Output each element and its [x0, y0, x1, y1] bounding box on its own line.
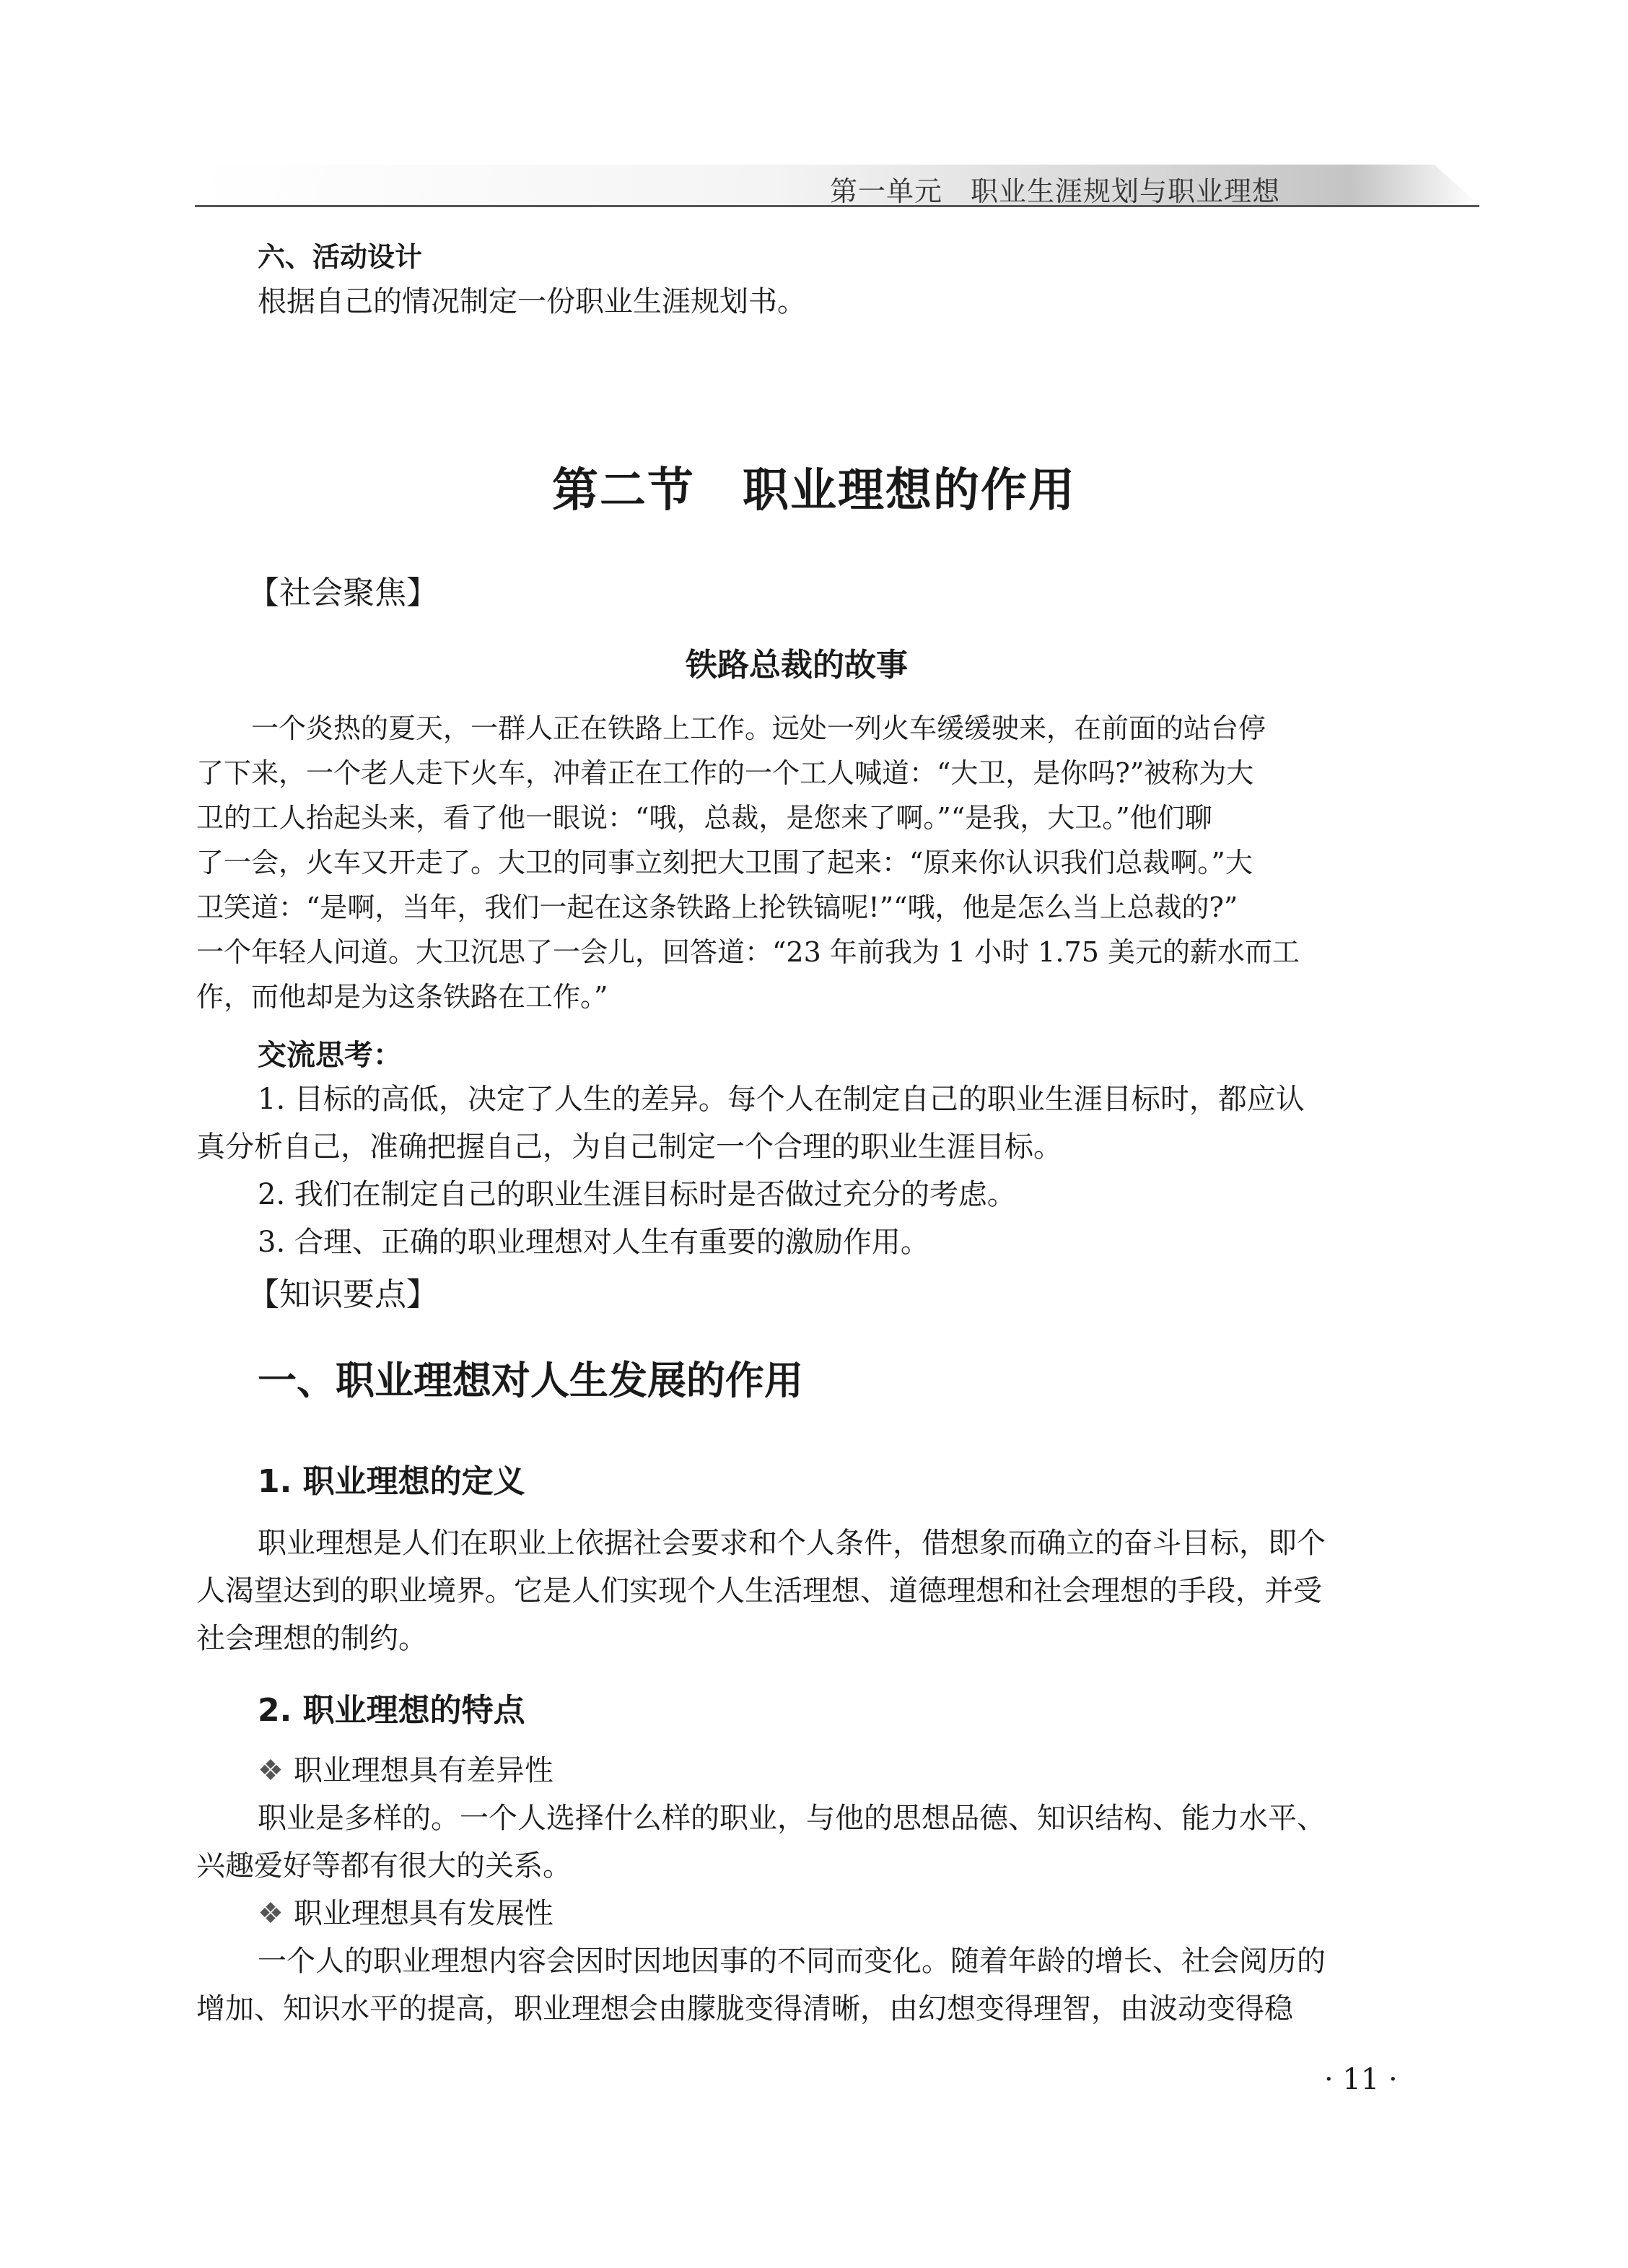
discussion-label: 交流思考： — [258, 1039, 402, 1072]
story-line: 了一会，火车又开走了。大卫的同事立刻把大卫围了起来：“原来你认识我们总裁啊。”大 — [196, 847, 1253, 878]
discussion-list — [196, 1076, 1305, 1266]
social-focus-label: 【社会聚焦】 — [248, 575, 438, 611]
diamond-bullet-icon: ❖ — [258, 1897, 284, 1930]
activity-text: 根据自己的情况制定一份职业生涯规划书。 — [258, 285, 806, 318]
discussion-item: 3. 合理、正确的职业理想对人生有重要的激励作用。 — [258, 1226, 929, 1259]
bullet-label: 职业理想具有差异性 — [293, 1754, 553, 1787]
story-line: 一个炎热的夏天，一群人正在铁路上工作。远处一列火车缓缓驶来，在前面的站台停 — [196, 712, 1266, 744]
paragraph-line: 一个人的职业理想内容会因时因地因事的不同而变化。随着年龄的增长、社会阅历的 — [258, 1945, 1326, 1978]
story-line: 一个年轻人问道。大卫沉思了一会儿，回答道：“23 年前我为 1 小时 1.75 美元的薪水而工 — [196, 936, 1300, 968]
subheading-features: 2. 职业理想的特点 — [258, 1692, 525, 1729]
discussion-item: 1. 目标的高低，决定了人生的差异。每个人在制定自己的职业生涯目标时，都应认 — [258, 1083, 1305, 1116]
story-line: 作，而他却是为这条铁路在工作。” — [196, 981, 608, 1013]
story-body — [196, 706, 1300, 1019]
bullet-label: 职业理想具有发展性 — [293, 1897, 553, 1930]
paragraph-line: 人渴望达到的职业境界。它是人们实现个人生活理想、道德理想和社会理想的手段，并受 — [196, 1574, 1322, 1608]
bullet-difference — [258, 1747, 553, 1794]
paragraph-line: 增加、知识水平的提高，职业理想会由朦胧变得清晰，由幻想变得理智，由波动变得稳 — [196, 1992, 1293, 2025]
paragraph-line: 社会理想的制约。 — [196, 1622, 427, 1655]
discussion-item: 2. 我们在制定自己的职业生涯目标时是否做过充分的考虑。 — [258, 1178, 1016, 1211]
running-header-title: 第一单元 职业生涯规划与职业理想 — [830, 175, 1281, 207]
knowledge-label: 【知识要点】 — [248, 1276, 438, 1313]
difference-paragraph — [196, 1794, 1326, 1890]
story-title: 铁路总裁的故事 — [686, 647, 908, 684]
diamond-bullet-icon: ❖ — [258, 1754, 284, 1787]
bullet-development — [258, 1890, 553, 1937]
paragraph-line: 职业理想是人们在职业上依据社会要求和个人条件，借想象而确立的奋斗目标，即个 — [258, 1527, 1326, 1560]
heading-level-1: 一、职业理想对人生发展的作用 — [258, 1358, 803, 1403]
story-line: 了下来，一个老人走下火车，冲着正在工作的一个工人喊道：“大卫，是你吗?”被称为大 — [196, 757, 1254, 789]
development-paragraph — [196, 1937, 1326, 2033]
discussion-item-continued: 真分析自己，准确把握自己，为自己制定一个合理的职业生涯目标。 — [196, 1130, 1062, 1164]
paragraph-line: 职业是多样的。一个人选择什么样的职业，与他的思想品德、知识结构、能力水平、 — [258, 1802, 1326, 1835]
section-title: 第二节 职业理想的作用 — [552, 463, 1076, 518]
subheading-definition: 1. 职业理想的定义 — [258, 1463, 525, 1500]
definition-paragraph — [196, 1519, 1326, 1662]
page-number: · 11 · — [1324, 2063, 1398, 2096]
story-line: 卫笑道：“是啊，当年，我们一起在这条铁路上抡铁镐呢!”“哦，他是怎么当上总裁的?” — [196, 891, 1238, 923]
activity-heading: 六、活动设计 — [258, 241, 423, 273]
story-line: 卫的工人抬起头来，看了他一眼说：“哦，总裁，是您来了啊。”“是我，大卫。”他们聊 — [196, 802, 1212, 834]
paragraph-line: 兴趣爱好等都有很大的关系。 — [196, 1849, 572, 1883]
